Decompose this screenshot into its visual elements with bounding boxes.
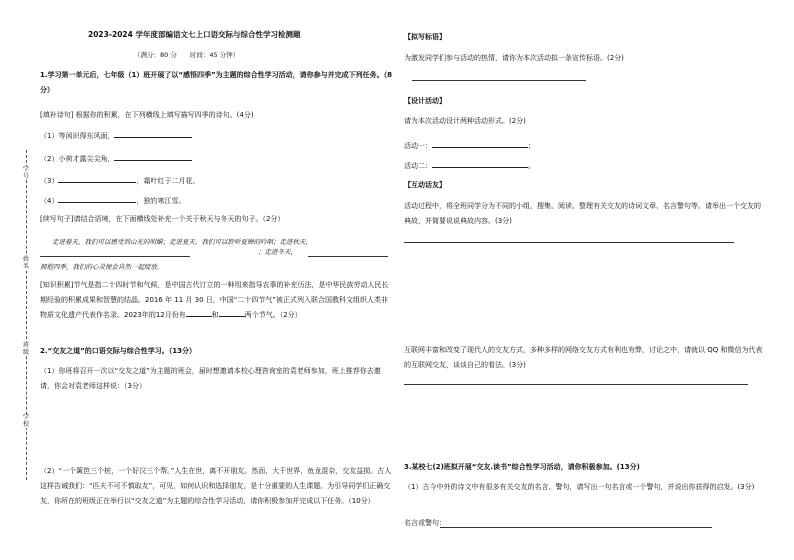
poem-text: ，独钓寒江雪。 (136, 197, 186, 205)
student-name-label: 姓名 (22, 256, 29, 270)
poem-text: （1）等闲识得东风面， (40, 132, 115, 140)
activity-2-blank[interactable] (432, 159, 528, 168)
exam-subtitle: （满分：80 分 时间：45 分钟） (134, 51, 240, 59)
question-2: 2.“交友之道”的口语交际与综合性学习。（13分） (40, 347, 196, 355)
poem-line-3 (40, 174, 199, 186)
answer-blank[interactable] (114, 152, 192, 161)
poem-line-2 (40, 152, 192, 164)
solar-tail: 两个节气。（2分） (244, 311, 302, 319)
answer-blank[interactable] (114, 129, 192, 138)
allusion-answer-line[interactable] (404, 242, 734, 243)
question-2-2: （2）“一个篱笆三个桩，一个好汉三个帮。”人生在世，离不开朋友。然而，大千世界，鱼龙混杂，交友益损。古人这样告诫我们：“匹夫不可不慎取友”，可见，如何认识和选择朋友，是十分重要的人生课题。为引导同学们正确交友，你所在的班级正在举行以“交友之道”为主题的综合性学习活动，请你积极参加并完成以下任务。（10分） (40, 467, 392, 505)
answer-blank[interactable] (58, 194, 136, 203)
handwritten-line-1: 走进春天，我们可以感受到山光的明媚；走进夏天，我们可以聆听夏蝉的吟唱；走进秋天， (52, 238, 312, 246)
poem-line-1 (40, 129, 192, 141)
poem-text: （2）小荷才露尖尖角， (40, 155, 115, 163)
fill-poem-heading: [填补诗句] 根据你的积累，在下列横线上填写描写四季的诗句。(4分) (40, 111, 254, 119)
internet-answer-line[interactable] (404, 384, 748, 385)
answer-line[interactable] (308, 256, 388, 257)
quote-label: 名言或警句： (404, 519, 446, 527)
internet-friends-prompt: 互联网丰富和改变了现代人的交友方式，多种多样的网络交友方式有利也有弊，讨论之中，请就以 QQ 和微信为代表的互联网交友，谈谈自己的看法。(3分) (404, 346, 763, 369)
question-3: 3.某校七(2)班拟开展“交友.读书”综合性学习活动，请你积极参加。(13分) (404, 463, 640, 471)
answer-blank[interactable] (219, 308, 245, 317)
answer-blank[interactable] (186, 308, 212, 317)
heading-interaction: 【互动话友】 (404, 181, 446, 189)
school-label: 学校 (22, 414, 29, 428)
class-label: 班级 (22, 342, 29, 356)
poem-text: （4） (40, 197, 59, 205)
exam-title: 2023-2024 学年度部编语文七上口语交际与综合性学习检测题 (88, 30, 301, 39)
solar-and: 和 (211, 311, 219, 319)
heading-design-activity: 【设计活动】 (404, 97, 446, 105)
binding-line (26, 150, 27, 480)
question-3-1: （1）古今中外的诗文中有很多有关交友的名言、警句，请写出一句名言或一个警句，并说出你获得的启发。(3分) (404, 483, 755, 491)
heading-slogan: 【拟写标语】 (404, 33, 446, 41)
handwritten-line-2: ；走进冬天， (258, 248, 297, 256)
answer-line[interactable] (40, 256, 190, 257)
solar-term-paragraph (40, 278, 390, 323)
design-activity-prompt: 请为本次活动设计两种活动形式。(2分) (404, 117, 526, 125)
answer-blank[interactable] (58, 174, 136, 183)
slogan-prompt: 为激发同学们参与活动的热情，请你为本次活动拟一条宣传标语。(2分) (404, 54, 624, 62)
allusion-prompt: 活动过程中，将全班同学分为不同的小组，搜集、阅读、整理有关交友的诗词文章、名言警句等。请举出一个交友的典故，并简要说说典故内容。(3分) (404, 202, 761, 225)
poem-text: （3） (40, 177, 59, 185)
continue-heading: [续写句子]请结合语境，在下面横线处补充一个关于秋天与冬天的句子。（2分） (40, 215, 285, 223)
solar-text: [知识积累]节气是指二十四时节和气候，是中国古代订立的一种用来指导农事的补充历法，是中华民族劳动人民长期经验的积累成果和智慧的结晶。2016 年 11 月 30 日，中国“二十四节气”被正式列入联合国教科文组织人类非物质文化遗产代表作名录。2023年的12月份有 (40, 281, 389, 319)
activity-2-row: 活动二： 。 (404, 159, 535, 171)
question-1: 1.学习第一单元后，七年级（1）班开展了以“感悟四季”为主题的综合性学习活动，请你参与并完成下列任务。（8分） (40, 71, 392, 94)
poem-text: ，霜叶红于二月花。 (136, 177, 200, 185)
activity-1-blank[interactable] (432, 139, 528, 148)
activity-1-row: 活动一： ； (404, 139, 535, 151)
student-number-label: 学号 (22, 166, 29, 180)
activity-2-label: 活动二： (404, 162, 432, 170)
poem-line-4 (40, 194, 185, 206)
quote-answer-line[interactable] (440, 527, 712, 528)
slogan-answer-line[interactable] (412, 80, 586, 81)
question-2-1: （1）你班将召开一次以“交友之道”为主题的班会，届时想邀请本校心理咨询室的袁老师参加，班上推荐你去邀请，你会对袁老师这样说：（3分） (40, 367, 381, 390)
activity-1-label: 活动一： (404, 142, 432, 150)
handwritten-line-3: 拥抱四季，我们的心灵便会自然一起绽放。 (40, 263, 164, 271)
